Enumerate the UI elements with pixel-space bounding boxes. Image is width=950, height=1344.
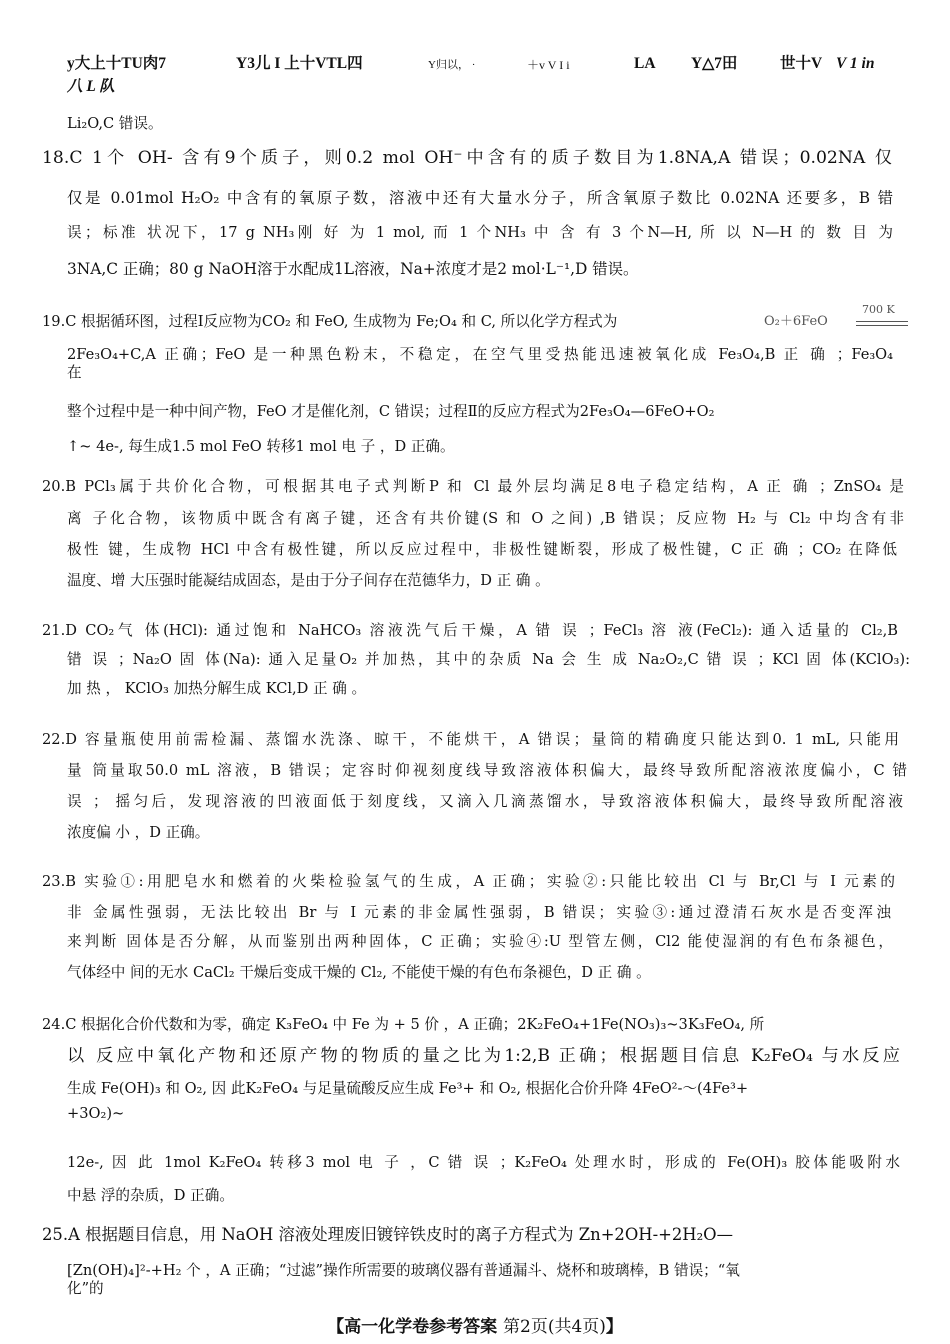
q25-line: 25.A 根据题目信息，用 NaOH 溶液处理废旧镀锌铁皮时的离子方程式为 Zn+2OH-+2H₂O— xyxy=(42,1225,733,1244)
q25-line: [Zn(OH)₄]²-+H₂ 个 ，A 正确；“过滤”操作所需要的玻璃仪器有普通漏斗、烧杯和玻璃棒，B 错误；“氧 xyxy=(67,1262,740,1279)
q22-line: 量 筒量取50.0 mL 溶液，B 错误；定容时仰视刻度线导致溶液体积偏大，最终导致所配溶液浓度偏小，C 错 xyxy=(67,762,907,779)
q24-line: +3O₂)~ xyxy=(67,1105,125,1122)
q22-line: 22.D 容量瓶使用前需检漏、蒸馏水洗涤、晾干，不能烘干，A 错误；量筒的精确度只能达到0. 1 mL, 只能用 xyxy=(42,731,899,748)
q19-equation-tail: O₂＋6FeO xyxy=(764,314,828,329)
q19-line: 2Fe₃O₄+C,A 正确；FeO 是一种黑色粉末，不稳定，在空气里受热能迅速被氧化成 Fe₃O₄,B 正 确 ；Fe₃O₄ xyxy=(67,346,893,363)
header-garble-part: y大上十TU肉7 xyxy=(67,55,167,72)
q21-line: 加 热 ， KClO₃ 加热分解生成 KCl,D 正 确 。 xyxy=(67,680,367,697)
q18-line: 仅是 0.01mol H₂O₂ 中含有的氧原子数，溶液中还有大量水分子，所含氧原子数比 0.02NA 还要多，B 错 xyxy=(67,189,893,207)
q18-line: 18.C 1个 OH- 含有9个质子，则0.2 mol OH⁻中含有的质子数目为1.8NA,A 错误；0.02NA 仅 xyxy=(42,148,892,168)
q19-reaction-arrow xyxy=(856,321,908,326)
q21-line: 错 误 ；Na₂O 固 体(Na): 通入足量O₂ 并加热，其中的杂质 Na 会 生 成 Na₂O₂,C 错 误 ；KCl 固 体(KClO₃): xyxy=(67,651,910,668)
q24-line: 生成 Fe(OH)₃ 和 O₂, 因 此K₂FeO₄ 与足量硫酸反应生成 Fe³+ 和 O₂, 根据化合价升降 4FeO²-～(4Fe³+ xyxy=(67,1080,749,1097)
q23-line: 来判断 固体是否分解，从而鉴别出两种固体，C 正确；实验④:U 型管左侧，Cl2 能使湿润的有色布条褪色， xyxy=(67,933,893,950)
q19-line: 19.C 根据循环图，过程Ⅰ反应物为CO₂ 和 FeO, 生成物为 Fe;O₄ 和 C, 所以化学方程式为 xyxy=(42,313,618,330)
q23-line: 气体经中 间的无水 CaCl₂ 干燥后变成干燥的 Cl₂, 不能使干燥的有色布条褪色，D 正 确 。 xyxy=(67,964,651,981)
q19-line: ↑~ 4e-, 每生成1.5 mol FeO 转移1 mol 电 子 ，D 正确。 xyxy=(67,438,455,455)
page-footer xyxy=(0,1312,950,1337)
q19-condition: 700 K xyxy=(862,303,895,316)
header-garble-part: Y归以， · xyxy=(428,59,476,71)
footer-page-number: 第2页(共4页) xyxy=(503,1317,606,1337)
q19-line: 整个过程中是一种中间产物，FeO 才是催化剂，C 错误；过程Ⅱ的反应方程式为2Fe₃O₄—6FeO+O₂ xyxy=(67,403,715,420)
q22-line: 浓度偏 小 ，D 正确。 xyxy=(67,824,210,841)
q25-line: 化”的 xyxy=(67,1280,104,1297)
header-garble-line2: 八 L 队 xyxy=(67,78,115,95)
q17-tail: Li₂O,C 错误。 xyxy=(67,115,163,132)
q19-line: 在 xyxy=(67,364,82,381)
q24-line: 中悬 浮的杂质，D 正确。 xyxy=(67,1187,234,1204)
q20-line: 20.B PCl₃属于共价化合物，可根据其电子式判断P 和 Cl 最外层均满足8电子稳定结构，A 正 确 ；ZnSO₄ 是 xyxy=(42,478,904,495)
header-garble xyxy=(0,55,950,77)
header-garble-part: 世十V xyxy=(780,55,823,72)
q24-line: 以 反应中氧化产物和还原产物的物质的量之比为1:2,B 正确；根据题目信息 K₂FeO₄ 与水反应 xyxy=(67,1046,900,1066)
q24-line: 12e-, 因 此 1mol K₂FeO₄ 转移3 mol 电 子 ，C 错 误 ；K₂FeO₄ 处理水时，形成的 Fe(OH)₃ 胶体能吸附水 xyxy=(67,1154,900,1171)
q20-line: 离 子化合物，该物质中既含有离子键，还含有共价键(S 和 O 之间) ,B 错误；反应物 H₂ 与 Cl₂ 中均含有非 xyxy=(67,510,904,527)
q23-line: 非 金属性强弱，无法比较出 Br 与 I 元素的非金属性强弱，B 错误；实验③:通过澄清石灰水是否变浑浊 xyxy=(67,904,891,921)
q20-line: 极性 键，生成物 HCl 中含有极性键，所以反应过程中，非极性键断裂，形成了极性键，C 正 确 ；CO₂ 在降低 xyxy=(67,541,897,558)
q21-line: 21.D CO₂气 体(HCl): 通过饱和 NaHCO₃ 溶液洗气后干燥，A 错 误 ；FeCl₃ 溶 液(FeCl₂): 通入适量的 Cl₂,B xyxy=(42,622,898,639)
footer-title: 【高一化学卷参考答案 xyxy=(327,1317,498,1337)
q22-line: 误 ； 摇匀后，发现溶液的凹液面低于刻度线，又滴入几滴蒸馏水，导致溶液体积偏大，最终导致所配溶液 xyxy=(67,793,903,810)
header-garble-part: Y△7田 xyxy=(691,55,738,72)
q23-line: 23.B 实验①:用肥皂水和燃着的火柴检验氢气的生成，A 正确；实验②:只能比较出 Cl 与 Br,Cl 与 I 元素的 xyxy=(42,873,895,890)
header-garble-part: V 1 in xyxy=(836,55,875,72)
q24-line: 24.C 根据化合价代数和为零，确定 K₃FeO₄ 中 Fe 为 + 5 价 ，A 正确；2K₂FeO₄+1Fe(NO₃)₃~3K₃FeO₄, 所 xyxy=(42,1016,765,1033)
header-garble-part: ＋v V I i xyxy=(527,58,570,72)
q20-line: 温度、增 大压强时能凝结成固态，是由于分子间存在范德华力，D 正 确 。 xyxy=(67,572,550,589)
q18-line: 误；标准 状况下，17 g NH₃刚 好 为 1 mol, 而 1 个NH₃ 中 含 有 3 个N—H, 所 以 N—H 的 数 目 为 xyxy=(67,224,893,241)
header-garble-part: Y3儿 I 上十VTL四 xyxy=(236,55,363,72)
q18-line: 3NA,C 正确；80 g NaOH溶于水配成1L溶液，Na+浓度才是2 mol·L⁻¹,D 错误。 xyxy=(67,260,639,278)
header-garble-part: LA xyxy=(634,55,656,72)
footer-close: 】 xyxy=(605,1317,623,1337)
